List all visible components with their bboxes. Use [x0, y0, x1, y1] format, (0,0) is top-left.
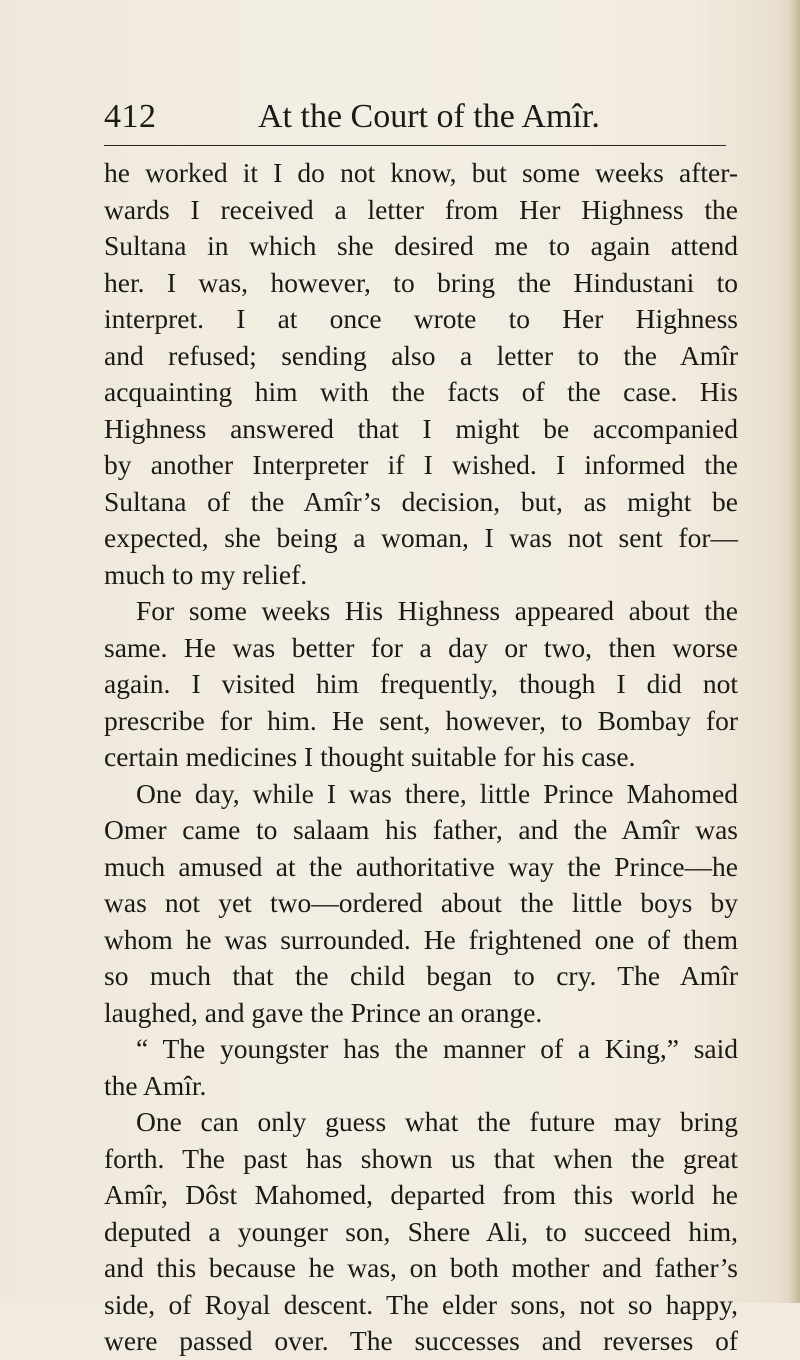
page-number: 412: [104, 98, 157, 135]
text-line: and this because he was, on both mother and father’s: [104, 1252, 738, 1283]
text-line: whom he was surrounded. He frightened one of them: [104, 923, 738, 955]
text-line: For some weeks His Highness appeared about the: [136, 595, 738, 626]
text-line: deputed a younger son, Shere Ali, to succeed him,: [104, 1215, 738, 1247]
header-rule: [104, 145, 726, 146]
text-line: side, of Royal descent. The elder sons, not so happy,: [104, 1288, 738, 1320]
text-line: laughed, and gave the Prince an orange.: [104, 996, 543, 1028]
text-line: he worked it I do not know, but some weeks after-: [104, 157, 738, 188]
running-title: At the Court of the Amîr.: [258, 98, 600, 135]
page-header: [104, 95, 726, 139]
text-line: One day, while I was there, little Prince Mahomed: [136, 777, 738, 809]
text-line: “ The youngster has the manner of a King,” said: [136, 1033, 738, 1064]
text-line: Sultana in which she desired me to again attend: [104, 230, 738, 261]
page-edge-shadow: [790, 0, 800, 1303]
text-line: so much that the child began to cry. The Amîr: [104, 960, 738, 991]
text-line: was not yet two—ordered about the little boys by: [104, 887, 738, 918]
text-line: Amîr, Dôst Mahomed, departed from this world he: [104, 1179, 738, 1210]
text-line: expected, she being a woman, I was not sent for—: [104, 522, 738, 553]
text-line: interpret. I at once wrote to Her Highness: [104, 303, 738, 334]
text-line: forth. The past has shown us that when the great: [104, 1142, 738, 1174]
body-text: [104, 155, 738, 1360]
text-line: Highness answered that I might be accompanied: [104, 412, 738, 444]
text-line: much to my relief.: [104, 558, 308, 590]
text-line: acquainting him with the facts of the case. His: [104, 376, 738, 407]
text-line: prescribe for him. He sent, however, to Bombay for: [104, 704, 738, 736]
text-line: her. I was, however, to bring the Hindustani to: [104, 266, 738, 298]
text-line: same. He was better for a day or two, then worse: [104, 631, 738, 663]
text-line: again. I visited him frequently, though I did not: [104, 668, 738, 699]
text-line: and refused; sending also a letter to the Amîr: [104, 339, 738, 371]
text-line: by another Interpreter if I wished. I informed the: [104, 449, 738, 480]
text-line: wards I received a letter from Her Highness the: [104, 193, 738, 225]
text-line: certain medicines I thought suitable for his case.: [104, 741, 636, 772]
text-line: One can only guess what the future may bring: [136, 1106, 738, 1137]
text-line: were passed over. The successes and reverses of: [104, 1325, 738, 1356]
text-line: Omer came to salaam his father, and the Amîr was: [104, 814, 738, 845]
text-line: much amused at the authoritative way the Prince—he: [104, 850, 738, 882]
text-line: Sultana of the Amîr’s decision, but, as might be: [104, 485, 738, 517]
text-line: the Amîr.: [104, 1069, 207, 1101]
